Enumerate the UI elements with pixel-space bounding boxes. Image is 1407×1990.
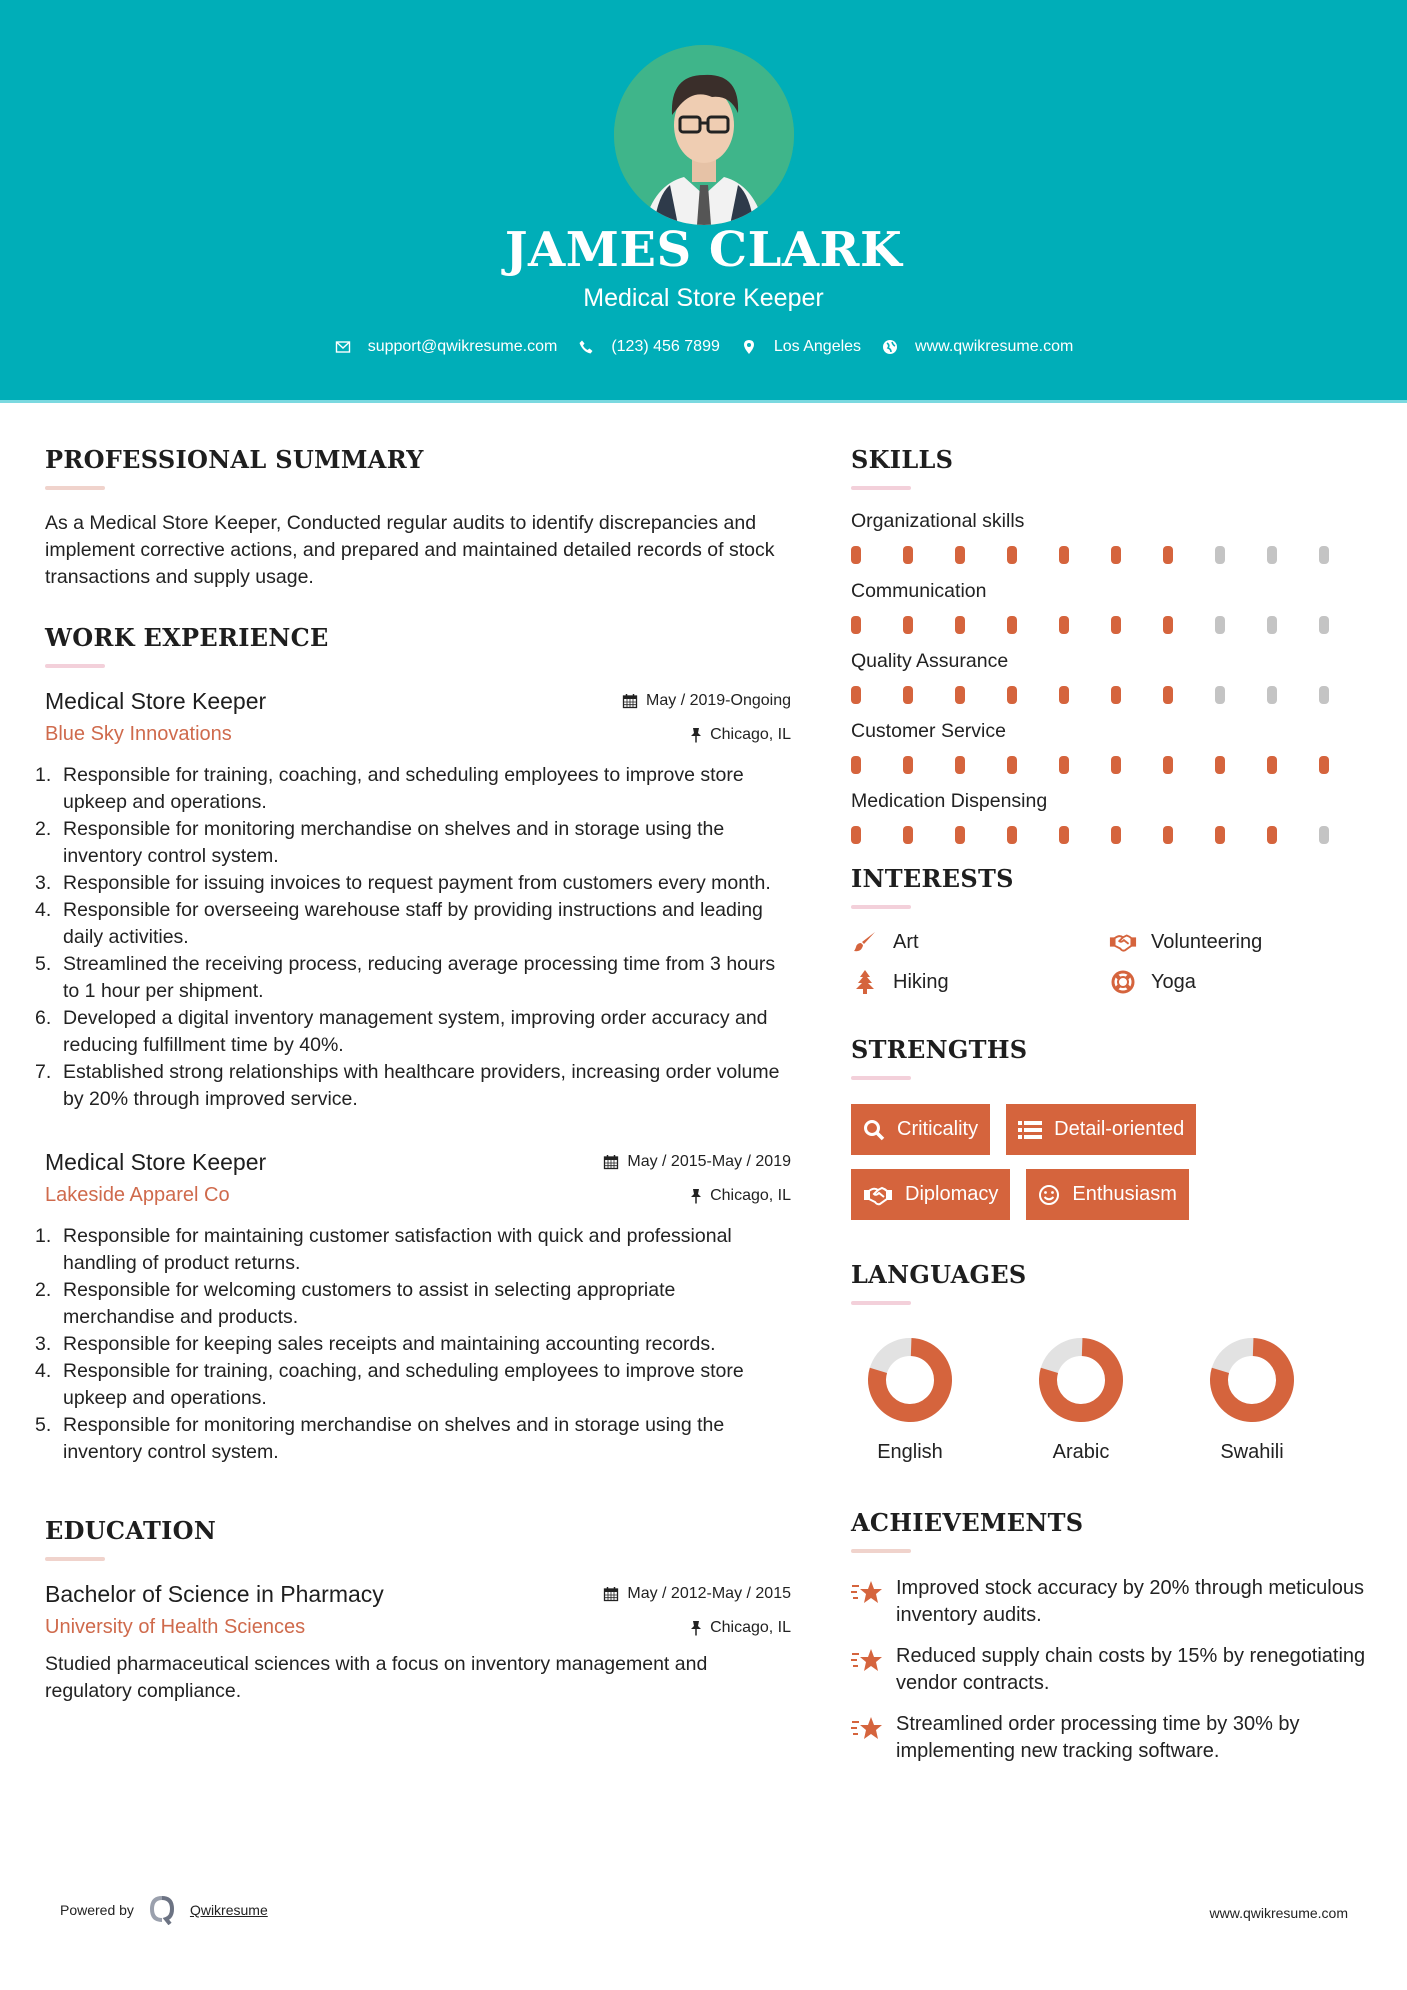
list-item: Responsible for welcoming customers to assist in selecting appropriate merchandise and products. xyxy=(63,1279,676,1328)
rating-dot-empty xyxy=(1215,546,1225,564)
rating-dot-filled xyxy=(851,826,861,844)
section-title-strengths: STRENGTHS xyxy=(851,1035,1028,1064)
language-name: English xyxy=(877,1441,943,1463)
contact-location-text: Los Angeles xyxy=(773,338,862,355)
proficiency-donut xyxy=(867,1337,953,1423)
skill-row xyxy=(851,720,1371,774)
lifebuoy-icon xyxy=(1109,969,1137,995)
language-item xyxy=(1022,1337,1193,1464)
company-name: Blue Sky Innovations xyxy=(45,723,232,745)
skill-rating xyxy=(851,546,1371,564)
candidate-name: JAMES CLARK xyxy=(504,222,903,278)
job-location: Chicago, IL xyxy=(690,726,791,744)
job-date: May / 2015-May / 2019 xyxy=(603,1153,791,1171)
calendar-icon xyxy=(603,1154,619,1170)
interest-item: Hiking xyxy=(851,969,1109,995)
strength-chip: Detail-oriented xyxy=(1006,1104,1196,1155)
skill-rating xyxy=(851,826,1371,844)
section-title-skills: SKILLS xyxy=(851,445,954,474)
job-responsibilities xyxy=(45,1223,791,1466)
language-item xyxy=(1193,1337,1364,1464)
envelope-icon xyxy=(334,338,352,356)
education-section xyxy=(45,1516,791,1705)
skill-rating xyxy=(851,756,1371,774)
section-title-education: EDUCATION xyxy=(45,1516,217,1545)
rating-dot-filled xyxy=(955,756,965,774)
footer-url[interactable]: www.qwikresume.com xyxy=(1209,1905,1348,1921)
rating-dot-empty xyxy=(1319,546,1329,564)
interest-item: Volunteering xyxy=(1109,929,1367,955)
rating-dot-filled xyxy=(1111,686,1121,704)
languages-section xyxy=(851,1260,1371,1464)
skill-name: Quality Assurance xyxy=(851,650,1009,672)
profile-photo xyxy=(614,45,794,225)
section-divider xyxy=(851,1301,911,1305)
shooting-star-icon xyxy=(851,1577,885,1607)
contact-email[interactable] xyxy=(334,338,558,356)
education-entry xyxy=(45,1581,791,1705)
rating-dot-filled xyxy=(1007,686,1017,704)
page-footer xyxy=(0,1895,1407,1935)
rating-dot-filled xyxy=(1059,826,1069,844)
rating-dot-filled xyxy=(1163,686,1173,704)
strengths-list xyxy=(851,1104,1291,1220)
rating-dot-filled xyxy=(955,546,965,564)
list-item: Responsible for monitoring merchandise on shelves and in storage using the inventory control system. xyxy=(63,1414,725,1463)
proficiency-donut xyxy=(1209,1337,1295,1423)
contact-website[interactable] xyxy=(881,338,1073,356)
section-title-languages: LANGUAGES xyxy=(851,1260,1027,1289)
skill-rating xyxy=(851,686,1371,704)
strength-chip: Criticality xyxy=(851,1104,990,1155)
strength-chip: Enthusiasm xyxy=(1026,1169,1189,1220)
language-name: Arabic xyxy=(1052,1441,1110,1463)
rating-dot-filled xyxy=(1215,756,1225,774)
rating-dot-filled xyxy=(1215,826,1225,844)
powered-by xyxy=(60,1895,268,1925)
person-portrait-icon xyxy=(614,45,794,225)
summary-text: As a Medical Store Keeper, Conducted regular audits to identify discrepancies and implement corrective actions, and prepared and maintained detailed records of stock transactions and supply usage. xyxy=(45,512,775,588)
summary-section xyxy=(45,445,791,591)
shooting-star-icon xyxy=(851,1713,885,1743)
language-name: Swahili xyxy=(1220,1441,1284,1463)
skill-row xyxy=(851,790,1371,844)
contact-email-text: support@qwikresume.com xyxy=(367,338,558,355)
rating-dot-filled xyxy=(1111,616,1121,634)
pushpin-icon xyxy=(690,1188,702,1204)
rating-dot-filled xyxy=(1111,546,1121,564)
skill-rating xyxy=(851,616,1371,634)
section-title-interests: INTERESTS xyxy=(851,864,1014,893)
interests-grid xyxy=(851,929,1371,995)
qwikresume-logo-icon xyxy=(148,1895,176,1925)
list-icon xyxy=(1018,1120,1042,1140)
handshake-icon xyxy=(863,1184,893,1206)
rating-dot-empty xyxy=(1267,686,1277,704)
rating-dot-filled xyxy=(1059,686,1069,704)
powered-by-label: Powered by xyxy=(60,1902,134,1918)
rating-dot-filled xyxy=(1163,756,1173,774)
rating-dot-filled xyxy=(1163,546,1173,564)
calendar-icon xyxy=(603,1586,619,1602)
job-location: Chicago, IL xyxy=(690,1187,791,1205)
rating-dot-filled xyxy=(1007,826,1017,844)
rating-dot-filled xyxy=(903,826,913,844)
section-title-experience: WORK EXPERIENCE xyxy=(45,623,329,652)
resume-header xyxy=(0,0,1407,403)
interest-item: Art xyxy=(851,929,1109,955)
rating-dot-filled xyxy=(1267,826,1277,844)
section-divider xyxy=(45,1557,105,1561)
rating-dot-filled xyxy=(851,686,861,704)
rating-dot-filled xyxy=(1059,756,1069,774)
rating-dot-filled xyxy=(851,756,861,774)
section-divider xyxy=(851,905,911,909)
skills-section xyxy=(851,445,1371,844)
education-location: Chicago, IL xyxy=(690,1619,791,1637)
rating-dot-filled xyxy=(955,826,965,844)
list-item: Responsible for keeping sales receipts and maintaining accounting records. xyxy=(63,1333,716,1355)
section-divider xyxy=(851,486,911,490)
rating-dot-filled xyxy=(1267,756,1277,774)
paintbrush-icon xyxy=(851,929,879,955)
rating-dot-filled xyxy=(1163,616,1173,634)
interests-section xyxy=(851,864,1371,995)
education-date: May / 2012-May / 2015 xyxy=(603,1585,791,1603)
achievements-section xyxy=(851,1508,1371,1765)
list-item: Responsible for overseeing warehouse staff by providing instructions and leading daily activities. xyxy=(63,899,763,948)
rating-dot-filled xyxy=(1111,826,1121,844)
rating-dot-filled xyxy=(1111,756,1121,774)
strengths-section xyxy=(851,1035,1371,1220)
rating-dot-filled xyxy=(1007,616,1017,634)
left-column xyxy=(45,445,791,1705)
list-item: Responsible for maintaining customer satisfaction with quick and professional handling of product returns. xyxy=(63,1225,732,1274)
contact-location xyxy=(740,338,861,356)
job-entry xyxy=(45,688,791,1113)
tree-icon xyxy=(851,969,879,995)
rating-dot-filled xyxy=(903,616,913,634)
school-name: University of Health Sciences xyxy=(45,1616,306,1638)
job-entry xyxy=(45,1149,791,1466)
rating-dot-filled xyxy=(1059,546,1069,564)
rating-dot-filled xyxy=(1059,616,1069,634)
achievement-item: Reduced supply chain costs by 15% by renegotiating vendor contracts. xyxy=(851,1643,1371,1697)
contact-bar xyxy=(0,338,1407,356)
contact-phone[interactable] xyxy=(577,338,720,356)
search-icon xyxy=(863,1119,885,1141)
handshake-icon xyxy=(1109,929,1137,955)
section-divider xyxy=(851,1076,911,1080)
calendar-icon xyxy=(622,693,638,709)
rating-dot-filled xyxy=(903,756,913,774)
job-responsibilities xyxy=(45,762,791,1113)
achievements-list xyxy=(851,1575,1371,1765)
list-item: Responsible for training, coaching, and scheduling employees to improve store upkeep and operations. xyxy=(63,764,744,813)
rating-dot-empty xyxy=(1267,616,1277,634)
section-title-achievements: ACHIEVEMENTS xyxy=(851,1508,1084,1537)
list-item: Established strong relationships with healthcare providers, increasing order volume by 20% through improved service. xyxy=(63,1061,780,1110)
section-title-summary: PROFESSIONAL SUMMARY xyxy=(45,445,424,474)
list-item: Responsible for training, coaching, and scheduling employees to improve store upkeep and operations. xyxy=(63,1360,744,1409)
rating-dot-filled xyxy=(1007,756,1017,774)
strength-chip: Diplomacy xyxy=(851,1169,1010,1220)
job-title: Medical Store Keeper xyxy=(45,1149,267,1175)
rating-dot-filled xyxy=(903,686,913,704)
skill-name: Communication xyxy=(851,580,987,602)
job-date: May / 2019-Ongoing xyxy=(622,692,791,710)
section-divider xyxy=(45,664,105,668)
qwikresume-link[interactable]: Qwikresume xyxy=(189,1902,268,1918)
skill-row xyxy=(851,650,1371,704)
rating-dot-filled xyxy=(1007,546,1017,564)
rating-dot-filled xyxy=(955,686,965,704)
rating-dot-empty xyxy=(1319,686,1329,704)
achievement-item: Improved stock accuracy by 20% through meticulous inventory audits. xyxy=(851,1575,1371,1629)
smile-icon xyxy=(1038,1184,1060,1206)
skill-name: Organizational skills xyxy=(851,510,1025,532)
globe-icon xyxy=(881,338,899,356)
list-item: Responsible for monitoring merchandise on shelves and in storage using the inventory control system. xyxy=(63,818,725,867)
contact-phone-text: (123) 456 7899 xyxy=(611,338,720,355)
list-item: Developed a digital inventory management system, improving order accuracy and reducing fulfillment time by 40%. xyxy=(63,1007,768,1056)
shooting-star-icon xyxy=(851,1645,885,1675)
list-item: Responsible for issuing invoices to request payment from customers every month. xyxy=(63,872,771,894)
skill-name: Medication Dispensing xyxy=(851,790,1048,812)
skill-name: Customer Service xyxy=(851,720,1006,742)
rating-dot-filled xyxy=(1319,756,1329,774)
interest-item: Yoga xyxy=(1109,969,1367,995)
language-item xyxy=(851,1337,1022,1464)
rating-dot-empty xyxy=(1267,546,1277,564)
candidate-title: Medical Store Keeper xyxy=(583,284,824,312)
job-title: Medical Store Keeper xyxy=(45,688,267,714)
rating-dot-empty xyxy=(1319,616,1329,634)
rating-dot-filled xyxy=(851,616,861,634)
skill-row xyxy=(851,580,1371,634)
rating-dot-empty xyxy=(1215,686,1225,704)
experience-section xyxy=(45,623,791,1466)
list-item: Streamlined the receiving process, reducing average processing time from 3 hours to 1 hour per shipment. xyxy=(63,953,776,1002)
skill-row xyxy=(851,510,1371,564)
map-pin-icon xyxy=(740,338,758,356)
achievement-item: Streamlined order processing time by 30% by implementing new tracking software. xyxy=(851,1711,1371,1765)
section-divider xyxy=(851,1549,911,1553)
phone-icon xyxy=(577,338,595,356)
languages-list xyxy=(851,1337,1371,1464)
rating-dot-filled xyxy=(851,546,861,564)
pushpin-icon xyxy=(690,1620,702,1636)
rating-dot-filled xyxy=(1163,826,1173,844)
rating-dot-empty xyxy=(1215,616,1225,634)
proficiency-donut xyxy=(1038,1337,1124,1423)
degree-title: Bachelor of Science in Pharmacy xyxy=(45,1581,384,1607)
contact-website-text: www.qwikresume.com xyxy=(915,338,1074,355)
rating-dot-filled xyxy=(903,546,913,564)
section-divider xyxy=(45,486,105,490)
education-description: Studied pharmaceutical sciences with a focus on inventory management and regulatory compliance. xyxy=(45,1653,708,1702)
right-column xyxy=(851,445,1371,1779)
rating-dot-empty xyxy=(1319,826,1329,844)
rating-dot-filled xyxy=(955,616,965,634)
pushpin-icon xyxy=(690,727,702,743)
company-name: Lakeside Apparel Co xyxy=(45,1184,230,1206)
